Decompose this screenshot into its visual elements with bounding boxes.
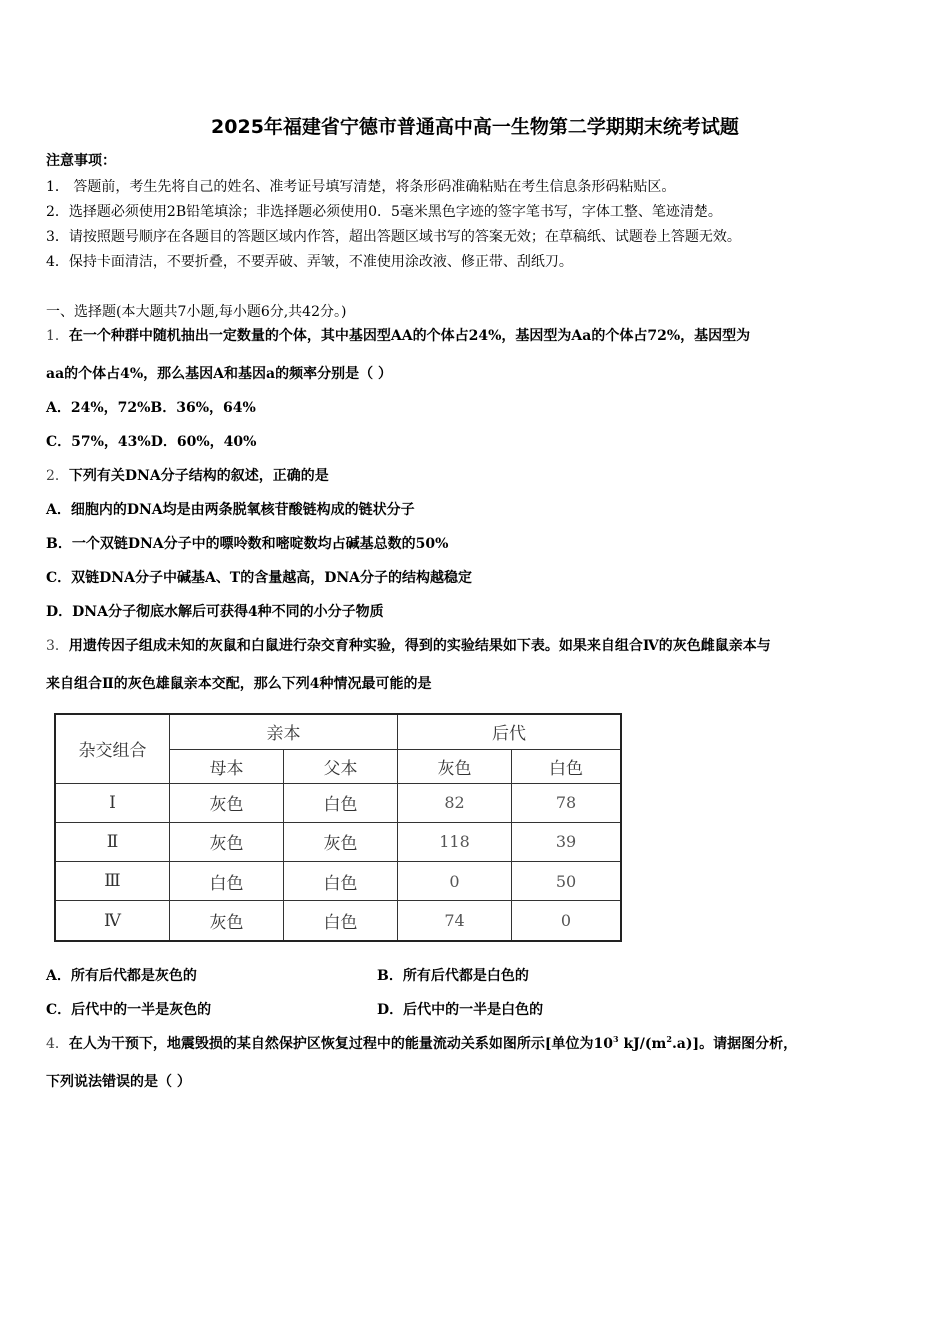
question-number: 4． bbox=[46, 1036, 69, 1052]
question-number: 3． bbox=[46, 638, 69, 654]
notice-item: 3．请按照题号顺序在各题目的答题区域内作答，超出答题区域书写的答案无效；在草稿纸、试题卷上答题无效。 bbox=[46, 229, 741, 245]
cell-combo: Ⅰ bbox=[55, 783, 170, 822]
question-4-line-2: 下列说法错误的是（ ） bbox=[46, 1074, 191, 1090]
cell-father: 灰色 bbox=[284, 822, 398, 861]
cell-mother: 灰色 bbox=[170, 783, 284, 822]
table-row bbox=[55, 783, 621, 822]
table-row bbox=[55, 901, 621, 941]
header-combo: 杂交组合 bbox=[55, 714, 170, 783]
question-3-line-1: 3．用遗传因子组成未知的灰鼠和白鼠进行杂交育种实验，得到的实验结果如下表。如果来自组合Ⅳ的灰色雌鼠亲本与 bbox=[46, 638, 771, 654]
question-2-option-d: D．DNA分子彻底水解后可获得4种不同的小分子物质 bbox=[46, 604, 384, 620]
header-gray: 灰色 bbox=[398, 749, 512, 783]
question-2-stem: 2．下列有关DNA分子结构的叙述，正确的是 bbox=[46, 468, 329, 484]
cell-white-count: 39 bbox=[512, 822, 622, 861]
header-mother: 母本 bbox=[170, 749, 284, 783]
header-offspring: 后代 bbox=[398, 714, 622, 749]
cell-gray-count: 0 bbox=[398, 862, 512, 901]
cell-white-count: 78 bbox=[512, 783, 622, 822]
header-parents: 亲本 bbox=[170, 714, 398, 749]
cell-father: 白色 bbox=[284, 901, 398, 941]
cell-white-count: 50 bbox=[512, 862, 622, 901]
page-title: 2025年福建省宁德市普通高中高一生物第二学期期末统考试题 bbox=[211, 116, 739, 138]
table-header-row bbox=[55, 714, 621, 749]
cell-gray-count: 118 bbox=[398, 822, 512, 861]
table-row bbox=[55, 822, 621, 861]
question-1-options-ab: A．24%，72%B．36%，64% bbox=[46, 400, 256, 416]
cell-mother: 灰色 bbox=[170, 822, 284, 861]
cell-combo: Ⅱ bbox=[55, 822, 170, 861]
cell-father: 白色 bbox=[284, 783, 398, 822]
cell-father: 白色 bbox=[284, 862, 398, 901]
notice-item: 4．保持卡面清洁，不要折叠，不要弄破、弄皱，不准使用涂改液、修正带、刮纸刀。 bbox=[46, 254, 573, 270]
question-2-option-a: A．细胞内的DNA均是由两条脱氧核苷酸链构成的链状分子 bbox=[46, 502, 415, 518]
question-4-line-1: 4．在人为干预下，地震毁损的某自然保护区恢复过程中的能量流动关系如图所示[单位为$10^3$ $kJ/(m^2.a)$]。请据图分析， bbox=[46, 1034, 798, 1052]
question-3-line-2: 来自组合Ⅱ的灰色雄鼠亲本交配，那么下列4种情况最可能的是 bbox=[46, 676, 432, 692]
question-3-option-c: C．后代中的一半是灰色的 bbox=[46, 1002, 212, 1018]
question-number: 1． bbox=[46, 328, 69, 344]
cell-gray-count: 82 bbox=[398, 783, 512, 822]
header-father: 父本 bbox=[284, 749, 398, 783]
question-3-option-d: D．后代中的一半是白色的 bbox=[377, 1002, 544, 1018]
cell-combo: Ⅳ bbox=[55, 901, 170, 941]
question-3-option-b: B．所有后代都是白色的 bbox=[377, 968, 529, 984]
notice-item: 2．选择题必须使用2B铅笔填涂；非选择题必须使用0．5毫米黑色字迹的签字笔书写，字体工整、笔迹清楚。 bbox=[46, 204, 722, 220]
cell-mother: 白色 bbox=[170, 862, 284, 901]
cell-gray-count: 74 bbox=[398, 901, 512, 941]
cell-white-count: 0 bbox=[512, 901, 622, 941]
cell-mother: 灰色 bbox=[170, 901, 284, 941]
question-2-option-c: C．双链DNA分子中碱基A、T的含量越高，DNA分子的结构越稳定 bbox=[46, 570, 473, 586]
cell-combo: Ⅲ bbox=[55, 862, 170, 901]
section-heading: 一、选择题(本大题共7小题,每小题6分,共42分。) bbox=[46, 304, 347, 320]
notice-item: 1． 答题前，考生先将自己的姓名、准考证号填写清楚，将条形码准确粘贴在考生信息条形码粘贴区。 bbox=[46, 179, 676, 195]
notice-heading: 注意事项： bbox=[46, 153, 116, 169]
question-2-option-b: B．一个双链DNA分子中的嘌呤数和嘧啶数均占碱基总数的50% bbox=[46, 536, 449, 552]
question-1-line-1: 1．在一个种群中随机抽出一定数量的个体，其中基因型AA的个体占24%，基因型为Aa的个体占72%，基因型为 bbox=[46, 328, 751, 344]
question-1-line-2: aa的个体占4%，那么基因A和基因a的频率分别是（ ） bbox=[46, 366, 392, 382]
question-1-options-cd: C．57%，43%D．60%，40% bbox=[46, 434, 257, 450]
question-3-option-a: A．所有后代都是灰色的 bbox=[46, 968, 197, 984]
header-white: 白色 bbox=[512, 749, 622, 783]
table-row bbox=[55, 862, 621, 901]
question-number: 2． bbox=[46, 468, 69, 484]
cross-results-table bbox=[54, 713, 622, 942]
